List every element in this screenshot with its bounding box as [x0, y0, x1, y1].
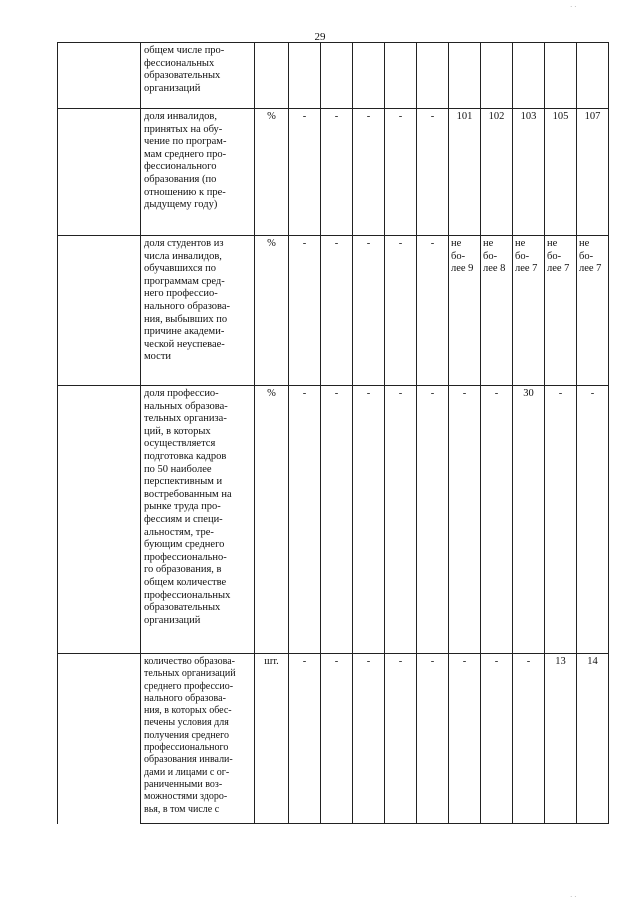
description-line: тельных организаций [144, 668, 236, 680]
value-cell: - [417, 236, 449, 386]
page-number: 29 [314, 31, 326, 43]
description-line: можностями здоро- [144, 791, 228, 803]
value-cell: 105 [545, 109, 577, 236]
description-line: доля инвалидов, [144, 111, 217, 122]
value-cell: - [289, 109, 321, 236]
empty-left-cell [58, 109, 141, 236]
indicator-description [141, 43, 255, 109]
value-cell: - [385, 236, 417, 386]
description-line: нальных образова- [144, 400, 228, 412]
value-cell: 103 [513, 109, 545, 236]
unit-cell: % [255, 386, 289, 654]
description-line: общем числе про- [144, 45, 225, 56]
value-cell: - [577, 386, 609, 654]
value-cell: - [289, 654, 321, 824]
description-line: ния, в которых обес- [144, 705, 232, 717]
value-cell: - [321, 236, 353, 386]
description-line: востребованным на [144, 488, 232, 500]
description-line: вья, в том числе с [144, 803, 220, 815]
description-line: причине академи- [144, 326, 225, 338]
empty-left-cell [58, 654, 141, 824]
value-cell: - [385, 109, 417, 236]
description-line: обучавшихся по [144, 263, 216, 275]
value-cell: 13 [545, 654, 577, 824]
description-line: альностям, тре- [144, 526, 214, 538]
value-cell: 30 [513, 386, 545, 654]
value-cell: не бо- лее 7 [545, 236, 577, 386]
table-row [58, 109, 609, 236]
value-cell: - [321, 109, 353, 236]
description-line: фессионального [144, 161, 217, 173]
description-line: го образования, в [144, 564, 222, 576]
empty-left-cell [58, 236, 141, 386]
indicator-description [141, 386, 255, 654]
scan-mark-bottom: · · [570, 893, 577, 901]
value-cell [577, 43, 609, 109]
value-cell: - [353, 386, 385, 654]
table-row [58, 654, 609, 824]
value-cell: - [321, 386, 353, 654]
description-line: мости [144, 351, 172, 363]
value-cell: не бо- лее 7 [513, 236, 545, 386]
table-row [58, 386, 609, 654]
indicator-description [141, 654, 255, 824]
empty-left-cell [58, 43, 141, 109]
description-line: профессионального [144, 742, 229, 754]
value-cell: - [417, 109, 449, 236]
indicators-table [57, 42, 609, 824]
value-cell: 102 [481, 109, 513, 236]
value-cell: - [449, 386, 481, 654]
description-line: фессиям и специ- [144, 513, 223, 525]
value-cell [289, 43, 321, 109]
empty-left-cell [58, 386, 141, 654]
description-line: мам среднего про- [144, 148, 227, 160]
value-cell: - [481, 386, 513, 654]
value-cell: - [289, 236, 321, 386]
description-line: образовательных [144, 70, 221, 82]
indicator-description [141, 236, 255, 386]
value-cell: - [481, 654, 513, 824]
description-line: количество образова- [144, 656, 236, 667]
value-cell: не бо- лее 7 [577, 236, 609, 386]
value-cell: - [353, 109, 385, 236]
description-line: него профессио- [144, 288, 218, 300]
description-line: нального образова- [144, 300, 231, 312]
description-line: подготовка кадров [144, 450, 227, 462]
description-line: доля студентов из [144, 238, 224, 249]
value-cell [385, 43, 417, 109]
description-line: образования (по [144, 173, 217, 185]
description-line: доля профессио- [144, 388, 219, 399]
value-cell: 14 [577, 654, 609, 824]
description-line: принятых на обу- [144, 123, 223, 135]
value-cell [545, 43, 577, 109]
description-line: фессиональных [144, 57, 215, 69]
indicator-description [141, 109, 255, 236]
description-line: раниченными воз- [144, 778, 223, 790]
description-line: получения среднего [144, 729, 229, 741]
description-line: дами и лицами с ог- [144, 766, 230, 778]
description-line: тельных организа- [144, 413, 227, 425]
value-cell: - [449, 654, 481, 824]
description-line: общем количестве [144, 576, 227, 588]
description-line: ций, в которых [144, 425, 211, 437]
description-line: рынке труда про- [144, 501, 221, 513]
table-row [58, 236, 609, 386]
unit-cell: % [255, 236, 289, 386]
description-line: числа инвалидов, [144, 250, 222, 262]
value-cell [481, 43, 513, 109]
scan-mark-top: · · [570, 3, 577, 11]
value-cell: - [513, 654, 545, 824]
description-line: профессиональных [144, 589, 231, 601]
table-row [58, 43, 609, 109]
description-line: чение по програм- [144, 136, 227, 148]
description-line: перспективным и [144, 476, 223, 488]
description-line: организаций [144, 614, 201, 626]
description-line: образования инвали- [144, 754, 233, 766]
value-cell [321, 43, 353, 109]
description-line: организаций [144, 82, 201, 94]
description-line: образовательных [144, 602, 221, 614]
value-cell [513, 43, 545, 109]
value-cell: - [321, 654, 353, 824]
value-cell: не бо- лее 8 [481, 236, 513, 386]
unit-cell: шт. [255, 654, 289, 824]
description-line: профессионально- [144, 551, 227, 563]
value-cell [417, 43, 449, 109]
unit-cell: % [255, 109, 289, 236]
description-line: нального образова- [144, 692, 226, 704]
value-cell: 107 [577, 109, 609, 236]
description-line: среднего профессио- [144, 680, 234, 692]
description-line: ческой неуспевае- [144, 338, 225, 350]
value-cell: - [417, 654, 449, 824]
description-line: дыдущему году) [144, 199, 218, 211]
value-cell: - [353, 236, 385, 386]
value-cell [449, 43, 481, 109]
value-cell: - [385, 654, 417, 824]
description-line: программам сред- [144, 275, 225, 287]
value-cell: - [385, 386, 417, 654]
value-cell [353, 43, 385, 109]
description-line: ния, выбывших по [144, 313, 228, 325]
description-line: по 50 наиболее [144, 463, 212, 475]
description-line: бующим среднего [144, 539, 225, 551]
value-cell: 101 [449, 109, 481, 236]
value-cell: - [545, 386, 577, 654]
description-line: отношению к пре- [144, 186, 226, 198]
value-cell: - [353, 654, 385, 824]
value-cell: - [417, 386, 449, 654]
description-line: печены условия для [144, 717, 229, 729]
unit-cell [255, 43, 289, 109]
value-cell: не бо- лее 9 [449, 236, 481, 386]
description-line: осуществляется [144, 438, 216, 450]
value-cell: - [289, 386, 321, 654]
